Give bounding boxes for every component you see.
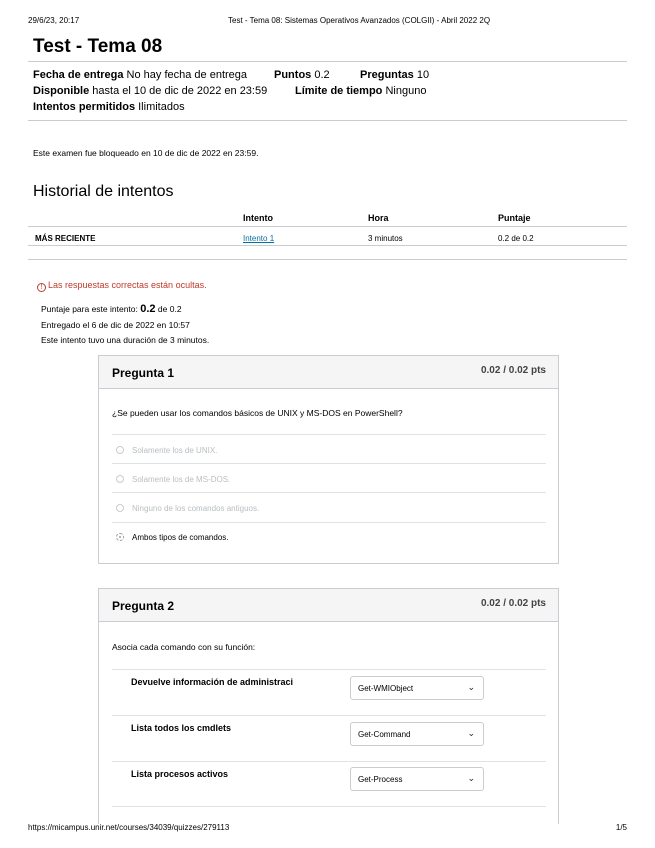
answer-separator: [112, 761, 546, 762]
points-value: 0.2: [314, 69, 330, 81]
divider: [28, 120, 627, 121]
question-2-text: Asocia cada comando con su función:: [112, 642, 256, 652]
col-header-score: Puntaje: [498, 213, 531, 223]
question-1-title: Pregunta 1: [112, 366, 175, 380]
attempt-link[interactable]: Intento 1: [243, 234, 275, 243]
available-value: hasta el 10 de dic de 2022 en 23:59: [92, 85, 268, 97]
attempts-label: Intentos permitidos: [33, 101, 136, 113]
attempts-value: Ilimitados: [138, 101, 185, 113]
time-limit-label: Límite de tiempo: [295, 85, 383, 97]
print-date: 29/6/23, 20:17: [28, 16, 80, 25]
match-select[interactable]: [350, 722, 484, 746]
question-2-header: [99, 589, 558, 622]
match-select-value: Get-Process: [358, 775, 403, 784]
row-score: 0.2 de 0.2: [498, 234, 534, 243]
meta-points: [274, 69, 330, 81]
answer-separator: [112, 492, 546, 493]
match-select[interactable]: [350, 676, 484, 700]
due-label: Fecha de entrega: [33, 69, 124, 81]
available-label: Disponible: [33, 85, 90, 97]
answer-radio[interactable]: [116, 504, 124, 512]
score-suffix: de 0.2: [157, 304, 182, 314]
row-label: MÁS RECIENTE: [35, 234, 96, 243]
attempt-score: [41, 303, 182, 315]
answer-option[interactable]: Solamente los de UNIX.: [132, 446, 218, 455]
answer-radio[interactable]: [116, 446, 124, 454]
match-label: Lista todos los cmdlets: [131, 723, 232, 733]
answer-radio[interactable]: [116, 475, 124, 483]
page-url: https://micampus.unir.net/courses/34039/quizzes/279113: [28, 823, 230, 832]
meta-attempts: [33, 101, 185, 113]
score-value: 0.2: [140, 303, 156, 315]
points-label: Puntos: [274, 69, 312, 81]
question-1-points: 0.02 / 0.02 pts: [480, 365, 546, 376]
table-divider: [28, 245, 627, 246]
col-header-time: Hora: [368, 213, 389, 223]
meta-row-1: [33, 69, 247, 81]
question-2-title: Pregunta 2: [112, 599, 175, 613]
questions-value: 10: [416, 69, 430, 81]
print-title: Test - Tema 08: Sistemas Operativos Avanzados (COLGII) - Abril 2022 2Q: [228, 16, 491, 25]
question-2-points: 0.02 / 0.02 pts: [480, 598, 546, 609]
table-divider: [28, 226, 627, 227]
chevron-down-icon: ⌄: [467, 682, 475, 692]
chevron-down-icon: ⌄: [467, 773, 475, 783]
answer-separator: [112, 463, 546, 464]
history-title: Historial de intentos: [33, 183, 174, 200]
time-limit-value: Ninguno: [385, 85, 427, 97]
hidden-answers-notice: [37, 280, 207, 292]
page-number: 1/5: [615, 823, 627, 832]
answer-separator: [112, 806, 546, 807]
match-select-value: Get-WMIObject: [358, 684, 414, 693]
quiz-title: Test - Tema 08: [33, 36, 163, 57]
answer-option-selected[interactable]: Ambos tipos de comandos.: [132, 533, 229, 542]
question-1: [98, 355, 559, 564]
answer-separator: [112, 715, 546, 716]
match-select-value: Get-Command: [358, 730, 411, 739]
meta-questions: [360, 69, 429, 81]
submitted-text: Entregado el 6 de dic de 2022 en 10:57: [41, 320, 190, 330]
answer-separator: [112, 522, 546, 523]
answer-option[interactable]: Solamente los de MS-DOS.: [132, 475, 231, 484]
duration-text: Este intento tuvo una duración de 3 minutos.: [41, 335, 210, 345]
meta-time-limit: [295, 85, 426, 97]
divider: [28, 61, 627, 62]
score-prefix: Puntaje para este intento:: [41, 304, 138, 314]
print-header: [28, 16, 627, 28]
question-1-header: [99, 356, 558, 389]
due-value: No hay fecha de entrega: [126, 69, 248, 81]
answer-separator: [112, 434, 546, 435]
info-icon: !: [37, 283, 46, 292]
questions-label: Preguntas: [360, 69, 414, 81]
locked-notice: Este examen fue bloqueado en 10 de dic de 2022 en 23:59.: [33, 148, 259, 158]
answer-radio-selected[interactable]: [116, 533, 124, 541]
question-1-text: ¿Se pueden usar los comandos básicos de UNIX y MS-DOS en PowerShell?: [112, 408, 403, 418]
answer-separator: [112, 669, 546, 670]
chevron-down-icon: ⌄: [467, 728, 475, 738]
hidden-answers-text: Las respuestas correctas están ocultas.: [48, 280, 207, 290]
match-label: Devuelve información de administraci: [131, 677, 294, 687]
row-time: 3 minutos: [368, 234, 403, 243]
question-2: [98, 588, 559, 824]
match-select[interactable]: [350, 767, 484, 791]
meta-available: [33, 85, 267, 97]
answer-option[interactable]: Ninguno de los comandos antiguos.: [132, 504, 260, 513]
divider: [28, 259, 627, 260]
match-label: Lista procesos activos: [131, 769, 229, 779]
col-header-attempt: Intento: [243, 213, 273, 223]
